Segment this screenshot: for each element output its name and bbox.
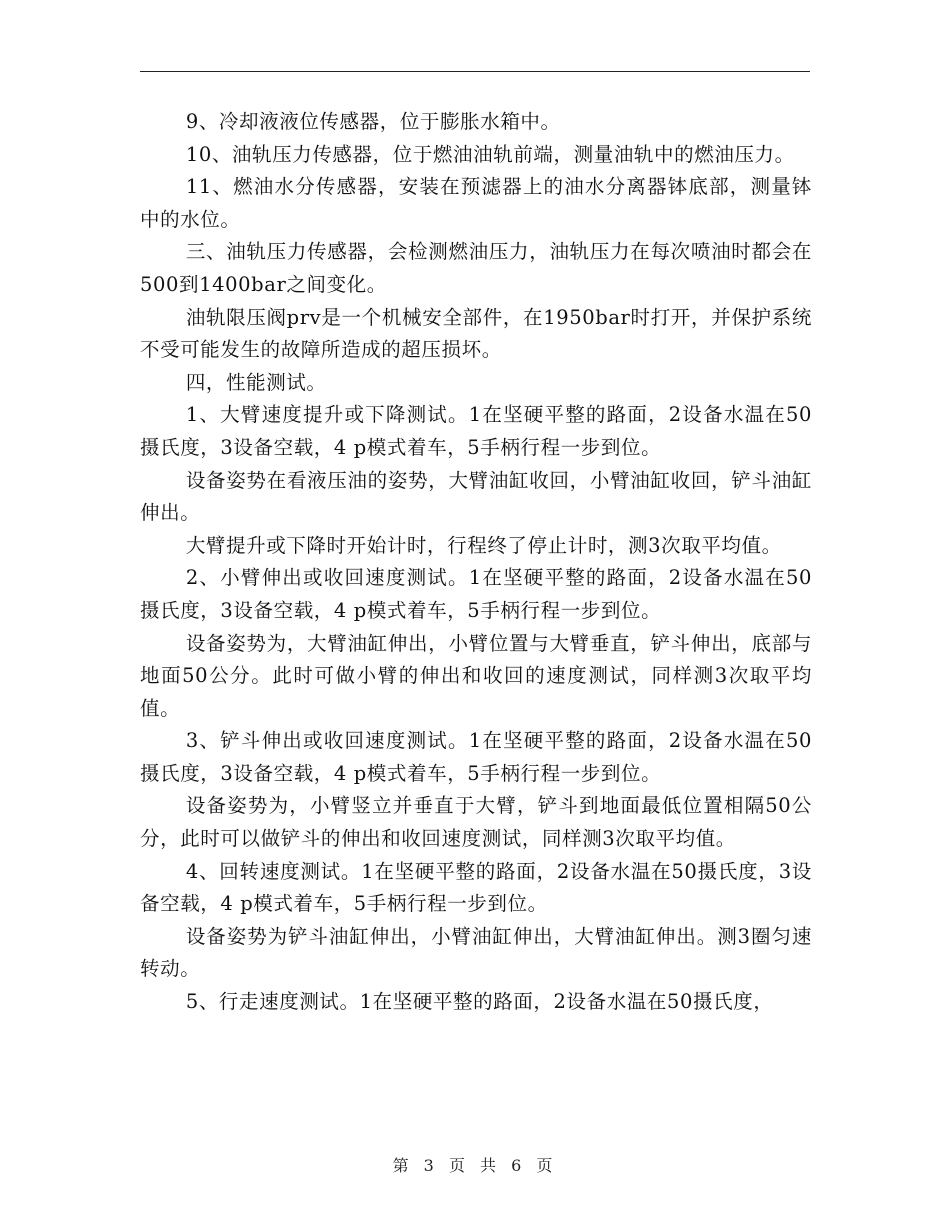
paragraph: 5、行走速度测试。1在坚硬平整的路面，2设备水温在50摄氏度， bbox=[185, 990, 774, 1014]
page-number-footer: 第 3 页 共 6 页 bbox=[392, 1156, 558, 1175]
paragraph: 设备姿势为，小臂竖立并垂直于大臂，铲斗到地面最低位置相隔50公分，此时可以做铲斗的伸出和收回速度测试，同样测3次取平均值。 bbox=[140, 794, 812, 851]
paragraph: 1、大臂速度提升或下降测试。1在坚硬平整的路面，2设备水温在50摄氏度，3设备空载，4 p模式着车，5手柄行程一步到位。 bbox=[140, 403, 812, 459]
paragraph: 四，性能测试。 bbox=[185, 370, 327, 394]
paragraph: 三、油轨压力传感器，会检测燃油压力，油轨压力在每次喷油时都会在500到1400bar之间变化。 bbox=[140, 240, 812, 296]
paragraph: 2、小臂伸出或收回速度测试。1在坚硬平整的路面，2设备水温在50摄氏度，3设备空载，4 p模式着车，5手柄行程一步到位。 bbox=[140, 566, 812, 622]
paragraph: 11、燃油水分传感器，安装在预滤器上的油水分离器钵底部，测量钵中的水位。 bbox=[140, 175, 812, 231]
header-rule bbox=[140, 71, 810, 72]
document-body bbox=[140, 106, 812, 1019]
paragraph: 4、回转速度测试。1在坚硬平整的路面，2设备水温在50摄氏度，3设备空载，4 p模式着车，5手柄行程一步到位。 bbox=[140, 859, 812, 916]
paragraph: 油轨限压阀prv是一个机械安全部件，在1950bar时打开，并保护系统不受可能发生的故障所造成的超压损坏。 bbox=[140, 305, 812, 362]
paragraph: 设备姿势为，大臂油缸伸出，小臂位置与大臂垂直，铲斗伸出，底部与地面50公分。此时可做小臂的伸出和收回的速度测试，同样测3次取平均值。 bbox=[140, 631, 812, 720]
paragraph: 设备姿势在看液压油的姿势，大臂油缸收回，小臂油缸收回，铲斗油缸伸出。 bbox=[140, 468, 812, 525]
paragraph: 3、铲斗伸出或收回速度测试。1在坚硬平整的路面，2设备水温在50摄氏度，3设备空载，4 p模式着车，5手柄行程一步到位。 bbox=[140, 729, 812, 785]
paragraph: 大臂提升或下降时开始计时，行程终了停止计时，测3次取平均值。 bbox=[185, 533, 782, 557]
paragraph: 9、冷却液液位传感器，位于膨胀水箱中。 bbox=[185, 110, 561, 133]
paragraph: 设备姿势为铲斗油缸伸出，小臂油缸伸出，大臂油缸伸出。测3圈匀速转动。 bbox=[140, 924, 812, 981]
paragraph: 10、油轨压力传感器，位于燃油油轨前端，测量油轨中的燃油压力。 bbox=[185, 142, 795, 166]
